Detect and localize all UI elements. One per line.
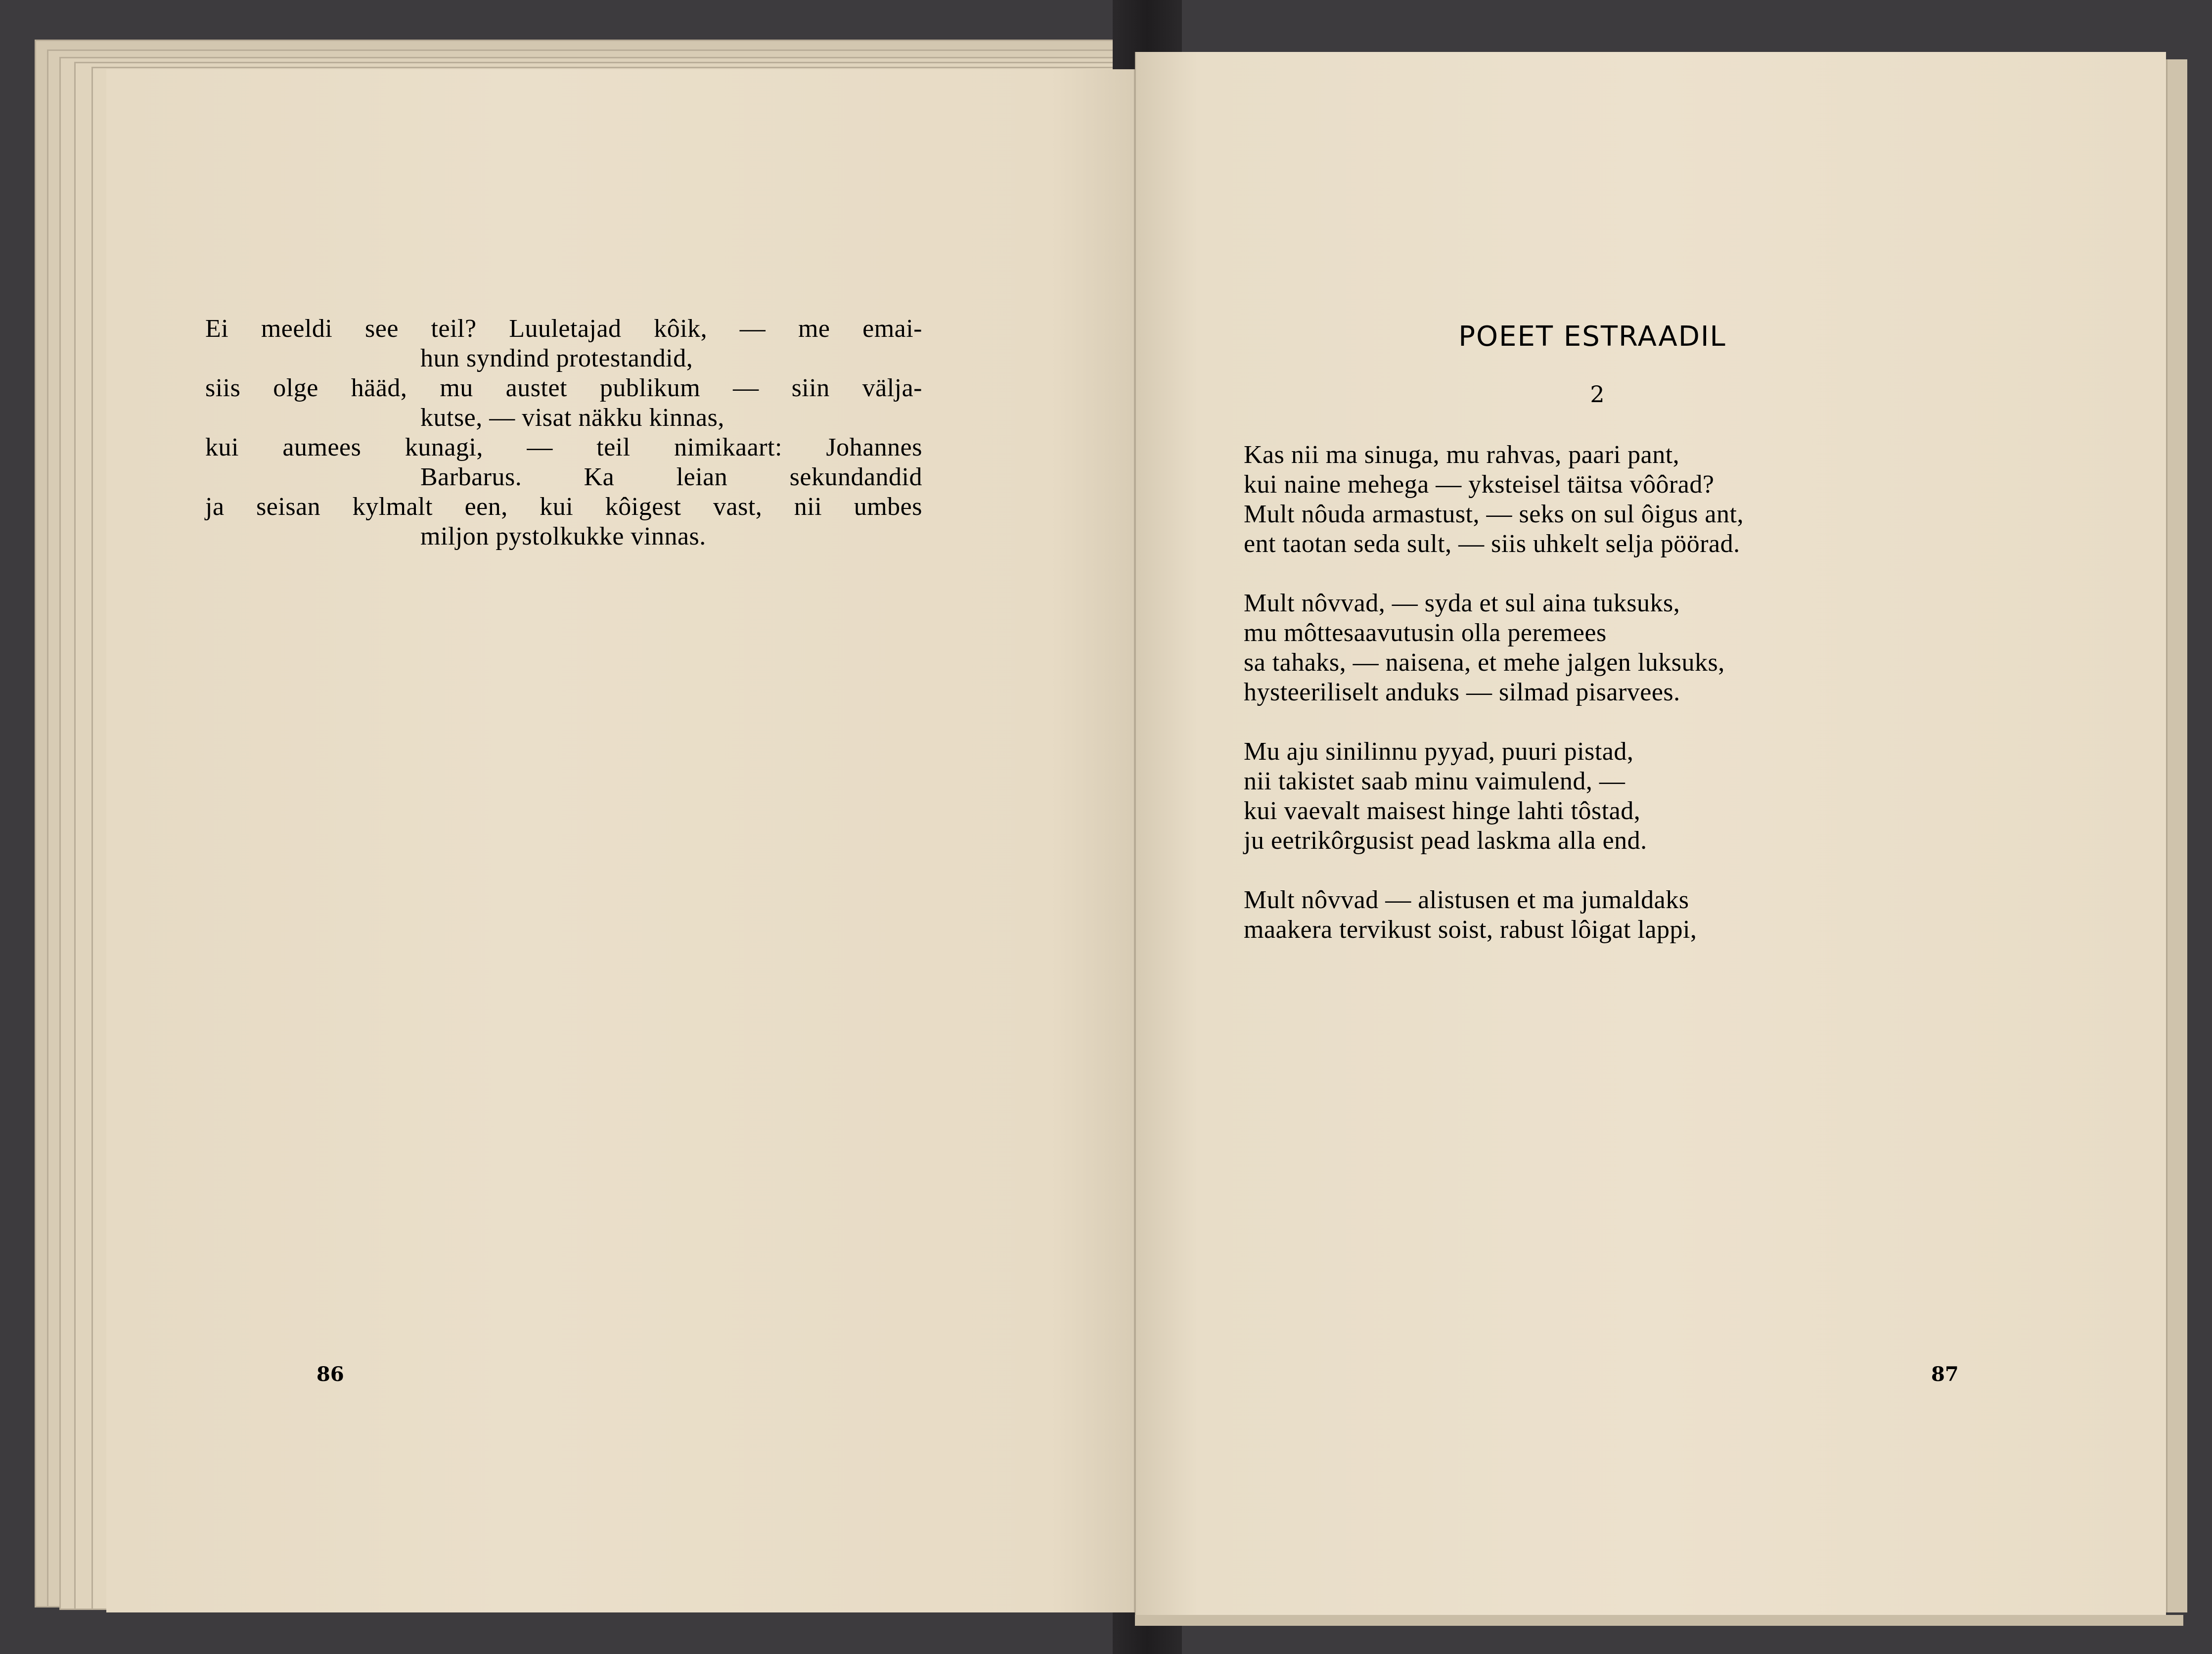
- poem-line: Ei meeldi see teil? Luuletajad kôik, — me emai-: [205, 315, 922, 343]
- poem-line: ju eetrikôrgusist pead laskma alla end.: [1244, 827, 1647, 855]
- poem-line: mu môttesaavutusin olla peremees: [1244, 619, 1607, 647]
- poem-line: Mu aju sinilinnu pyyad, puuri pistad,: [1244, 737, 1634, 766]
- poem-line: Mult nôvvad, — syda et sul aina tuksuks,: [1244, 589, 1680, 617]
- poem-line: kui naine mehega — yksteisel täitsa vôôrad?: [1244, 470, 1715, 499]
- poem-line: Kas nii ma sinuga, mu rahvas, paari pant,: [1244, 441, 1680, 469]
- left-poem: [205, 314, 922, 551]
- poem-line: Mult nôvvad — alistusen et ma jumaldaks: [1244, 886, 1689, 914]
- section-number: 2: [1590, 381, 1605, 408]
- poem-title: POEET ESTRAADIL: [1458, 321, 1726, 353]
- stanza: [1244, 440, 1966, 559]
- poem-line: miljon pystolkukke vinnas.: [420, 522, 706, 551]
- stanza: [1244, 737, 1966, 856]
- poem-line: hysteeriliselt anduks — silmad pisarvees.: [1244, 678, 1680, 706]
- left-page: [106, 69, 1135, 1612]
- stanza: [1244, 589, 1966, 707]
- poem-line: ent taotan seda sult, — siis uhkelt selja pöörad.: [1244, 530, 1740, 558]
- poem-line: siis olge hääd, mu austet publikum — siin välja-: [205, 374, 922, 402]
- poem-line: maakera tervikust soist, rabust lôigat lappi,: [1244, 916, 1697, 944]
- page-edge: [1135, 1615, 2183, 1626]
- poem-line: hun syndind protestandid,: [420, 344, 693, 372]
- right-poem: [1244, 440, 1966, 974]
- poem-line: kutse, — visat näkku kinnas,: [420, 404, 724, 432]
- poem-line: Mult nôuda armastust, — seks on sul ôigus ant,: [1244, 500, 1744, 528]
- poem-line: nii takistet saab minu vaimulend, —: [1244, 767, 1625, 795]
- poem-line: kui vaevalt maisest hinge lahti tôstad,: [1244, 797, 1641, 825]
- stanza: [1244, 885, 1966, 945]
- poem-line: kui aumees kunagi, — teil nimikaart: Johannes: [205, 433, 922, 461]
- page-number: 87: [1931, 1363, 1959, 1386]
- page-number: 86: [316, 1363, 344, 1386]
- poem-line: ja seisan kylmalt een, kui kôigest vast, nii umbes: [205, 493, 922, 521]
- poem-line: sa tahaks, — naisena, et mehe jalgen luksuks,: [1244, 648, 1725, 677]
- poem-line: Barbarus. Ka leian sekundandid: [420, 463, 922, 491]
- page-edge: [2166, 59, 2187, 1612]
